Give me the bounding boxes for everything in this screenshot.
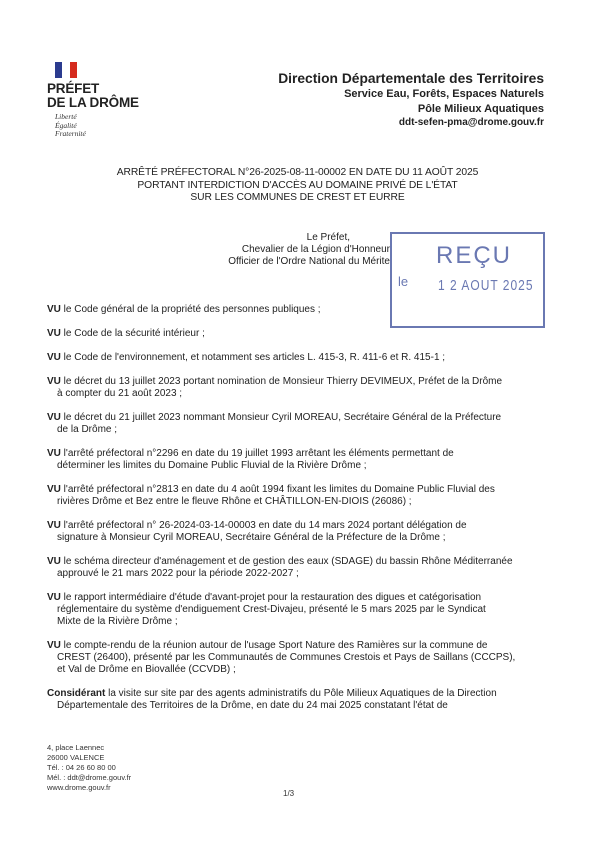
prefet-line3: Officier de l'Ordre National du Mérite: [228, 255, 390, 267]
visa-text-cont: et Val de Drôme en Biovallée (CCVDB) ;: [57, 664, 236, 675]
direction-name: Direction Départementale des Territoires: [278, 71, 544, 86]
visa-text: l'arrêté préfectoral n° 26-2024-03-14-00003 en date du 14 mars 2024 portant délégation de: [60, 520, 467, 531]
visa-item: [47, 412, 544, 436]
visa-lead: VU: [47, 556, 61, 567]
visa-item: [47, 304, 544, 316]
footer-website: www.drome.gouv.fr: [47, 783, 111, 792]
visa-item: [47, 640, 544, 676]
visa-item: [47, 592, 544, 628]
visa-item: [47, 376, 544, 400]
visa-lead: VU: [47, 448, 61, 459]
visa-text: le Code de la sécurité intérieur ;: [60, 328, 205, 339]
visa-text: l'arrêté préfectoral n°2813 en date du 4 août 1994 fixant les limites du Domaine Public Fluvial des: [60, 484, 495, 495]
stamp-le: le: [398, 274, 409, 289]
considerant-item: [47, 688, 544, 712]
considerant-text: la visite sur site par des agents administratifs du Pôle Milieux Aquatiques de la Direction: [105, 688, 497, 699]
title-line1: ARRÊTÉ PRÉFECTORAL N°26-2025-08-11-00002 EN DATE DU 11 AOÛT 2025: [116, 167, 479, 178]
visa-item: [47, 520, 544, 544]
visa-text-cont: de la Drôme ;: [57, 424, 118, 435]
visa-text-cont: déterminer les limites du Domaine Public Fluvial de la Rivière Drôme ;: [57, 460, 367, 471]
prefet-titles: [160, 232, 390, 267]
visa-item: [47, 328, 544, 340]
visa-lead: VU: [47, 328, 61, 339]
logo-title-line2: DE LA DRÔME: [47, 95, 139, 110]
motto-egalite: Égalité: [55, 120, 77, 130]
visa-item: [47, 556, 544, 580]
visa-lead: VU: [47, 640, 61, 651]
visa-lead: VU: [47, 592, 61, 603]
page-number: 1/3: [283, 789, 295, 798]
footer-phone: Tél. : 04 26 60 80 00: [47, 763, 116, 772]
visa-lead: VU: [47, 304, 61, 315]
stamp-label: REÇU: [436, 242, 513, 269]
pole-name: Pôle Milieux Aquatiques: [417, 102, 544, 115]
visa-lead: VU: [47, 520, 61, 531]
letterhead: [278, 70, 544, 130]
visa-text: le rapport intermédiaire d'étude d'avant-projet pour la restauration des digues et catégorisation: [60, 592, 482, 603]
stamp-date: 1 2 AOUT 2025: [438, 276, 534, 294]
visa-text: le compte-rendu de la réunion autour de l'usage Sport Nature des Ramières sur la commune de: [60, 640, 488, 651]
visa-lead: VU: [47, 352, 61, 363]
visa-text-cont: réglementaire du système d'endiguement Crest-Divajeu, présenté le 5 mars 2025 par le Syndicat: [57, 604, 486, 615]
motto-liberte: Liberté: [55, 112, 77, 121]
title-line2: PORTANT INTERDICTION D'ACCÈS AU DOMAINE PRIVÉ DE L'ÉTAT: [137, 179, 458, 191]
footer-street: 4, place Laennec: [47, 743, 105, 752]
visa-text-cont: à compter du 21 août 2023 ;: [57, 388, 183, 399]
visa-text-cont: Mixte de la Rivière Drôme ;: [57, 616, 178, 627]
visa-text: le Code de l'environnement, et notamment ses articles L. 415-3, R. 411-6 et R. 415-1 ;: [60, 352, 446, 363]
visa-text: l'arrêté préfectoral n°2296 en date du 19 juillet 1993 arrêtant les éléments permettant de: [60, 448, 454, 459]
visa-lead: VU: [47, 376, 61, 387]
visa-lead: VU: [47, 412, 61, 423]
visa-text-cont: rivières Drôme et Bez entre le fleuve Rhône et CHÂTILLON-EN-DIOIS (26086) ;: [57, 496, 412, 507]
prefet-logo-title: [47, 82, 139, 110]
footer-city: 26000 VALENCE: [47, 753, 105, 762]
visa-text: le schéma directeur d'aménagement et de gestion des eaux (SDAGE) du bassin Rhône Méditerranée: [60, 556, 513, 567]
service-name: Service Eau, Forêts, Espaces Naturels: [344, 88, 544, 100]
considerant-text-cont: Départementale des Territoires de la Drôme, en date du 24 mai 2025 constatant l'état de: [57, 700, 448, 711]
republic-motto: [55, 113, 86, 139]
marianne-logo-icon: [55, 62, 77, 78]
footer-address: [47, 743, 131, 793]
prefet-line1: Le Préfet,: [306, 232, 350, 243]
document-body: [47, 304, 544, 712]
visa-item: [47, 448, 544, 472]
visa-text: le Code général de la propriété des personnes publiques ;: [60, 304, 321, 315]
visa-item: [47, 352, 544, 364]
visa-text: le décret du 13 juillet 2023 portant nomination de Monsieur Thierry DEVIMEUX, Préfet de la Drôme: [60, 376, 503, 387]
motto-fraternite: Fraternité: [55, 129, 86, 138]
considerant-lead: Considérant: [47, 688, 106, 699]
arrete-title: [40, 167, 555, 205]
footer-email: Mél. : ddt@drome.gouv.fr: [47, 773, 132, 782]
visa-lead: VU: [47, 484, 61, 495]
title-line3: SUR LES COMMUNES DE CREST ET EURRE: [190, 192, 405, 203]
visa-text: le décret du 21 juillet 2023 nommant Monsieur Cyril MOREAU, Secrétaire Général de la Préfecture: [60, 412, 502, 423]
visa-text-cont: signature à Monsieur Cyril MOREAU, Secrétaire Général de la Préfecture de la Drôme ;: [57, 532, 446, 543]
contact-email: ddt-sefen-pma@drome.gouv.fr: [398, 117, 544, 128]
visa-text-cont: approuvé le 21 mars 2022 pour la période 2022-2027 ;: [57, 568, 299, 579]
prefet-line2: Chevalier de la Légion d'Honneur: [241, 243, 390, 255]
visa-item: [47, 484, 544, 508]
logo-title-line1: PRÉFET: [47, 81, 100, 96]
visa-text-cont: CREST (26400), présenté par les Communautés de Communes Crestois et Pays de Saillans (CCCPS),: [57, 652, 516, 663]
